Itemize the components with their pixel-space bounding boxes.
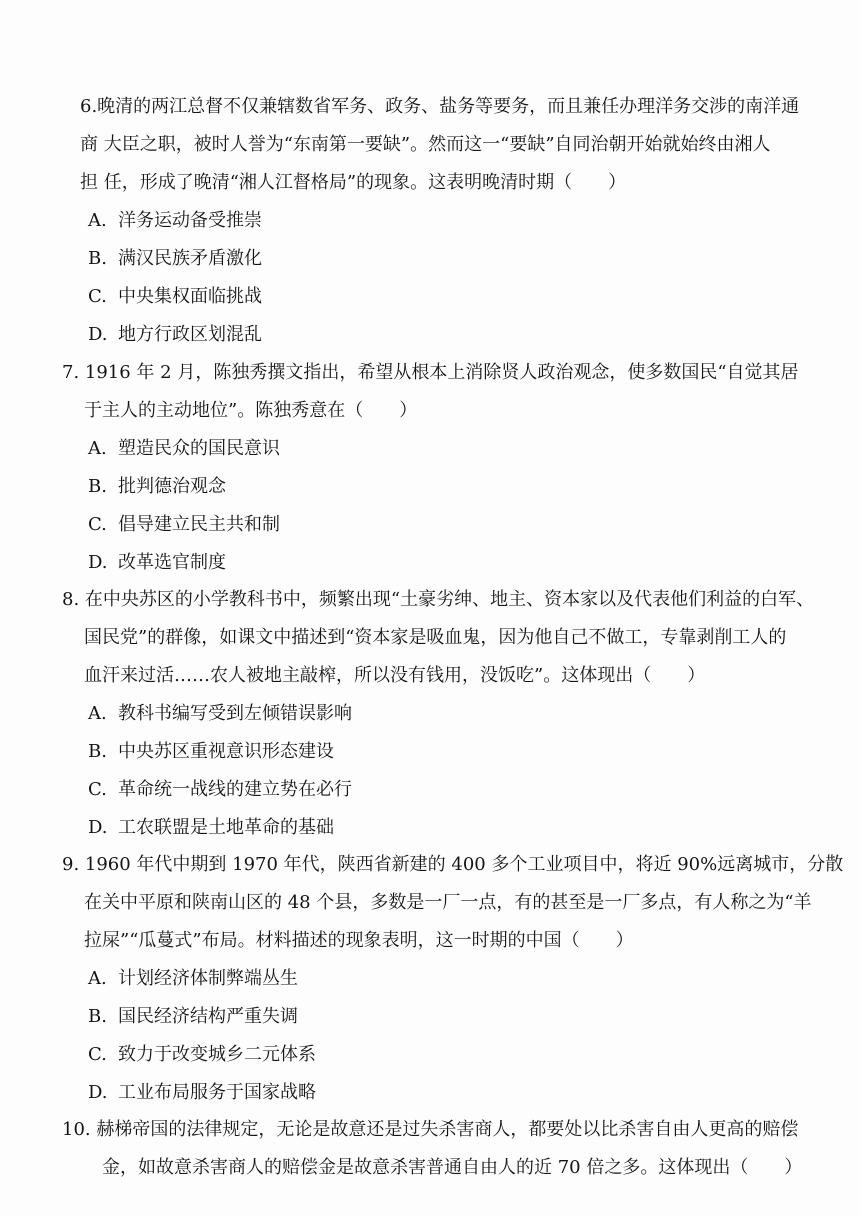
question-6-option-a (88, 209, 262, 233)
option-letter: D. (88, 1082, 108, 1103)
option-letter: C. (88, 1044, 107, 1065)
option-letter: A. (88, 968, 107, 989)
option-text: 改革选官制度 (118, 552, 226, 573)
question-10 (62, 1111, 802, 1187)
option-text: 计划经济体制弊端丛生 (118, 968, 298, 989)
option-text: 中央集权面临挑战 (118, 286, 262, 307)
option-letter: B. (88, 741, 107, 762)
question-7-option-a (88, 437, 280, 461)
option-letter: C. (88, 779, 107, 800)
option-letter: A. (88, 703, 107, 724)
question-9-option-b (88, 1005, 298, 1029)
question-8-line-2: 国民党”的群像，如课文中描述到“资本家是吸血鬼，因为他自己不做工，专靠剥削工人的 (84, 627, 787, 648)
option-text: 革命统一战线的建立势在必行 (118, 779, 352, 800)
question-9 (62, 846, 843, 960)
option-text: 倡导建立民主共和制 (118, 514, 280, 535)
option-text: 塑造民众的国民意识 (118, 438, 280, 459)
option-letter: A. (88, 438, 107, 459)
question-7-line-2: 于主人的主动地位”。陈独秀意在（ ） (84, 400, 418, 421)
question-9-option-a (88, 967, 298, 991)
option-text: 国民经济结构严重失调 (118, 1006, 298, 1027)
question-6-option-d (88, 323, 262, 347)
question-8-option-c (88, 778, 352, 802)
option-text: 批判德治观念 (118, 476, 226, 497)
option-letter: D. (88, 552, 108, 573)
option-letter: D. (88, 817, 108, 838)
option-letter: D. (88, 324, 108, 345)
option-text: 致力于改变城乡二元体系 (118, 1044, 316, 1065)
question-6-line-2: 商 大臣之职，被时人誉为“东南第一要缺”。然而这一“要缺”自同治朝开始就始终由湘人 (80, 134, 771, 155)
question-6-option-b (88, 247, 262, 271)
question-8-option-b (88, 740, 334, 764)
option-text: 洋务运动备受推崇 (118, 210, 262, 231)
option-text: 工业布局服务于国家战略 (118, 1082, 316, 1103)
question-9-option-c (88, 1043, 316, 1067)
question-8-option-d (88, 816, 334, 840)
option-letter: B. (88, 248, 107, 269)
option-text: 工农联盟是土地革命的基础 (118, 817, 334, 838)
question-10-line-1: 10. 赫梯帝国的法律规定，无论是故意还是过失杀害商人，都要处以比杀害自由人更高的赔偿 (62, 1119, 799, 1140)
question-9-option-d (88, 1081, 316, 1105)
option-letter: B. (88, 1006, 107, 1027)
question-7-line-1: 7. 1916 年 2 月，陈独秀撰文指出，希望从根本上消除贤人政治观念，使多数国民“自觉其居 (62, 362, 799, 383)
option-text: 中央苏区重视意识形态建设 (118, 741, 334, 762)
question-6-option-c (88, 285, 262, 309)
question-6 (80, 88, 799, 202)
option-letter: C. (88, 286, 107, 307)
question-7-option-d (88, 551, 226, 575)
question-8 (62, 581, 814, 695)
question-9-line-2: 在关中平原和陕南山区的 48 个县，多数是一厂一点，有的甚至是一厂多点，有人称之为“羊 (84, 892, 812, 913)
option-letter: A. (88, 210, 107, 231)
question-7-option-b (88, 475, 226, 499)
question-8-line-1: 8. 在中央苏区的小学教科书中，频繁出现“土豪劣绅、地主、资本家以及代表他们利益的白军、 (62, 589, 815, 610)
question-7-option-c (88, 513, 280, 537)
question-7 (62, 354, 799, 430)
question-6-line-3: 担 任，形成了晚清“湘人江督格局”的现象。这表明晚清时期（ ） (80, 172, 627, 193)
option-letter: C. (88, 514, 107, 535)
question-8-line-3: 血汗来过活……农人被地主敲榨，所以没有钱用，没饭吃”。这体现出（ ） (84, 665, 706, 686)
question-9-line-3: 拉屎”“瓜蔓式”布局。材料描述的现象表明，这一时期的中国（ ） (84, 930, 634, 951)
option-text: 教科书编写受到左倾错误影响 (118, 703, 352, 724)
question-8-option-a (88, 702, 352, 726)
option-text: 满汉民族矛盾激化 (118, 248, 262, 269)
option-text: 地方行政区划混乱 (118, 324, 262, 345)
option-letter: B. (88, 476, 107, 497)
question-10-line-2: 金，如故意杀害商人的赔偿金是故意杀害普通自由人的近 70 倍之多。这体现出（ ） (102, 1157, 803, 1178)
question-6-line-1: 6.晚清的两江总督不仅兼辖数省军务、政务、盐务等要务，而且兼任办理洋务交涉的南洋通 (80, 96, 800, 117)
question-9-line-1: 9. 1960 年代中期到 1970 年代，陕西省新建的 400 多个工业项目中，将近 90%远离城市，分散 (62, 854, 844, 875)
